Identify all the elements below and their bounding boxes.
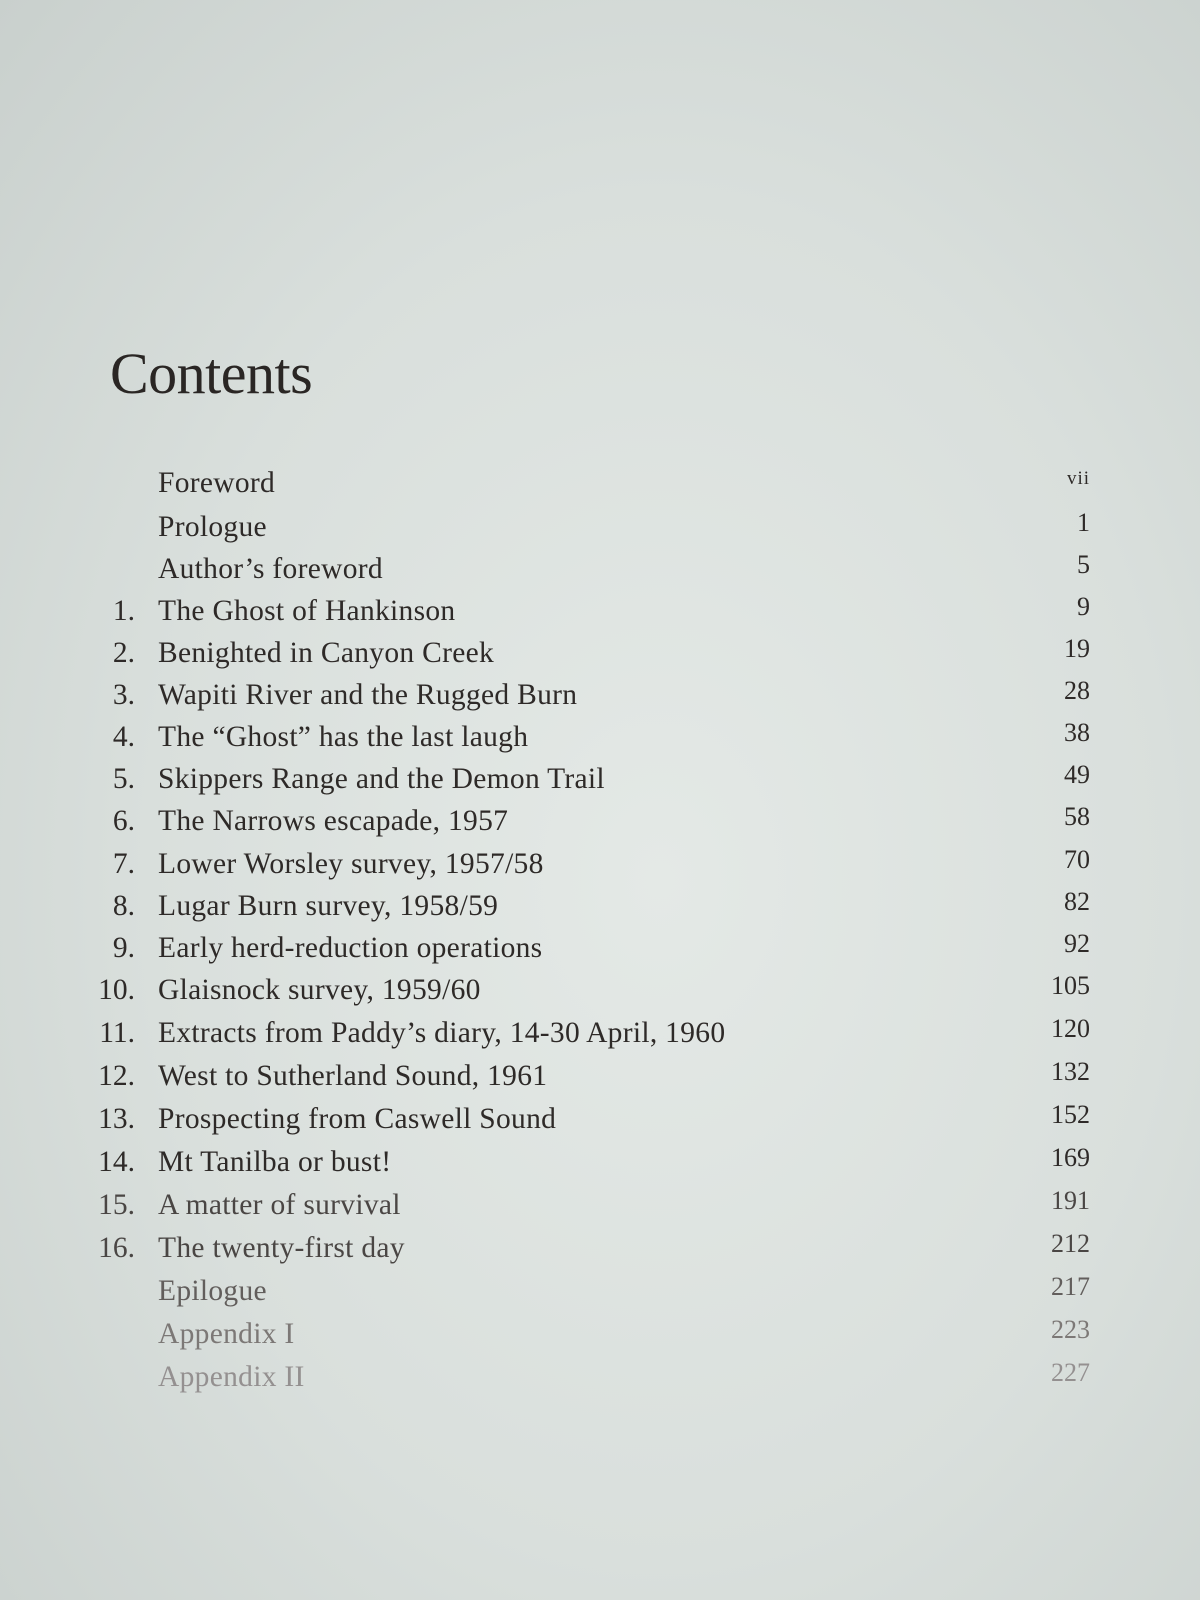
toc-entry — [0, 590, 1200, 632]
toc-entry-page: 58 — [1064, 802, 1090, 831]
toc-entry-page: 105 — [1051, 971, 1090, 1000]
toc-entry-number: 8. — [112, 890, 135, 922]
toc-entry-page: 191 — [1051, 1186, 1090, 1215]
toc-entry — [0, 1184, 1200, 1226]
toc-entry-number: 12. — [98, 1060, 135, 1092]
toc-entry-title: A matter of survival — [158, 1189, 401, 1221]
toc-entry-number: 10. — [98, 974, 135, 1006]
toc-entry-title: The twenty-first day — [158, 1232, 405, 1264]
toc-entry-page: 227 — [1051, 1358, 1090, 1387]
toc-entry-page: 217 — [1051, 1272, 1090, 1301]
toc-entry-title: Wapiti River and the Rugged Burn — [158, 679, 578, 711]
toc-entry-page: 28 — [1064, 676, 1090, 705]
page-title: Contents — [110, 341, 313, 406]
toc-entry-page: 92 — [1064, 929, 1090, 958]
toc-entry — [0, 758, 1200, 800]
toc-entry-page: 9 — [1077, 592, 1090, 621]
toc-entry-title: Lower Worsley survey, 1957/58 — [158, 848, 544, 880]
toc-entry-number: 6. — [112, 805, 135, 837]
toc-entry-title: Prospecting from Caswell Sound — [158, 1103, 557, 1135]
toc-entry — [0, 843, 1200, 885]
toc-entry — [0, 462, 1200, 504]
toc-entry — [0, 506, 1200, 548]
toc-entry — [0, 800, 1200, 842]
toc-entry-page: 49 — [1064, 760, 1090, 789]
toc-entry-title: The “Ghost” has the last laugh — [158, 721, 529, 753]
toc-entry-number: 1. — [112, 595, 135, 627]
toc-entry-title: Glaisnock survey, 1959/60 — [158, 974, 481, 1006]
toc-entry — [0, 1055, 1200, 1097]
toc-entry-title: Extracts from Paddy’s diary, 14-30 April, 1960 — [158, 1017, 726, 1049]
toc-entry — [0, 632, 1200, 674]
toc-entry-page: 223 — [1051, 1315, 1090, 1344]
toc-entry — [0, 969, 1200, 1011]
toc-entry-title: Appendix I — [158, 1318, 295, 1350]
toc-entry-number: 4. — [112, 721, 135, 753]
toc-entry-title: Lugar Burn survey, 1958/59 — [158, 890, 499, 922]
toc-entry — [0, 1227, 1200, 1269]
toc-entry-number: 9. — [112, 932, 135, 964]
toc-entry-title: Author’s foreword — [158, 553, 383, 585]
toc-entry-number: 11. — [99, 1017, 135, 1049]
toc-entry-title: Appendix II — [158, 1361, 305, 1393]
toc-entry — [0, 1098, 1200, 1140]
toc-entry-page: 169 — [1051, 1143, 1090, 1172]
toc-entry-page: 82 — [1064, 887, 1090, 916]
toc-entry-number: 15. — [98, 1189, 135, 1221]
toc-entry-page: 70 — [1064, 845, 1090, 874]
toc-entry-title: Foreword — [158, 467, 276, 499]
toc-entry-title: Benighted in Canyon Creek — [158, 637, 495, 669]
toc-entry-page: vii — [1066, 468, 1090, 489]
toc-entry-page: 212 — [1051, 1229, 1090, 1258]
toc-entry-page: 132 — [1051, 1057, 1090, 1086]
toc-entry-page: 120 — [1051, 1014, 1090, 1043]
toc-entry-title: The Ghost of Hankinson — [158, 595, 456, 627]
toc-entry-title: Prologue — [158, 511, 267, 543]
toc-entry — [0, 674, 1200, 716]
toc-entry-page: 1 — [1077, 508, 1090, 537]
toc-entry-number: 7. — [112, 848, 135, 880]
toc-entry-title: West to Sutherland Sound, 1961 — [158, 1060, 548, 1092]
toc-entry — [0, 927, 1200, 969]
toc-entry — [0, 716, 1200, 758]
toc-entry-page: 38 — [1064, 718, 1090, 747]
toc-entry-title: Skippers Range and the Demon Trail — [158, 763, 605, 795]
toc-entry — [0, 1356, 1200, 1398]
toc-entry-number: 13. — [98, 1103, 135, 1135]
toc-entry-page: 152 — [1051, 1100, 1090, 1129]
toc-entry-title: Early herd-reduction operations — [158, 932, 543, 964]
toc-entry-title: Epilogue — [158, 1275, 267, 1307]
toc-entry — [0, 1270, 1200, 1312]
toc-entry — [0, 548, 1200, 590]
toc-entry-number: 14. — [98, 1146, 135, 1178]
toc-entry-number: 2. — [112, 637, 135, 669]
toc-entry-number: 16. — [98, 1232, 135, 1264]
toc-entry-number: 5. — [112, 763, 135, 795]
toc-entry — [0, 1313, 1200, 1355]
toc-entry-title: The Narrows escapade, 1957 — [158, 805, 509, 837]
toc-entry-title: Mt Tanilba or bust! — [158, 1146, 392, 1178]
toc-entry-page: 19 — [1064, 634, 1090, 663]
toc-entry-number: 3. — [112, 679, 135, 711]
toc-entry-page: 5 — [1077, 550, 1090, 579]
toc-entry — [0, 1141, 1200, 1183]
toc-entry — [0, 885, 1200, 927]
toc-entry — [0, 1012, 1200, 1054]
